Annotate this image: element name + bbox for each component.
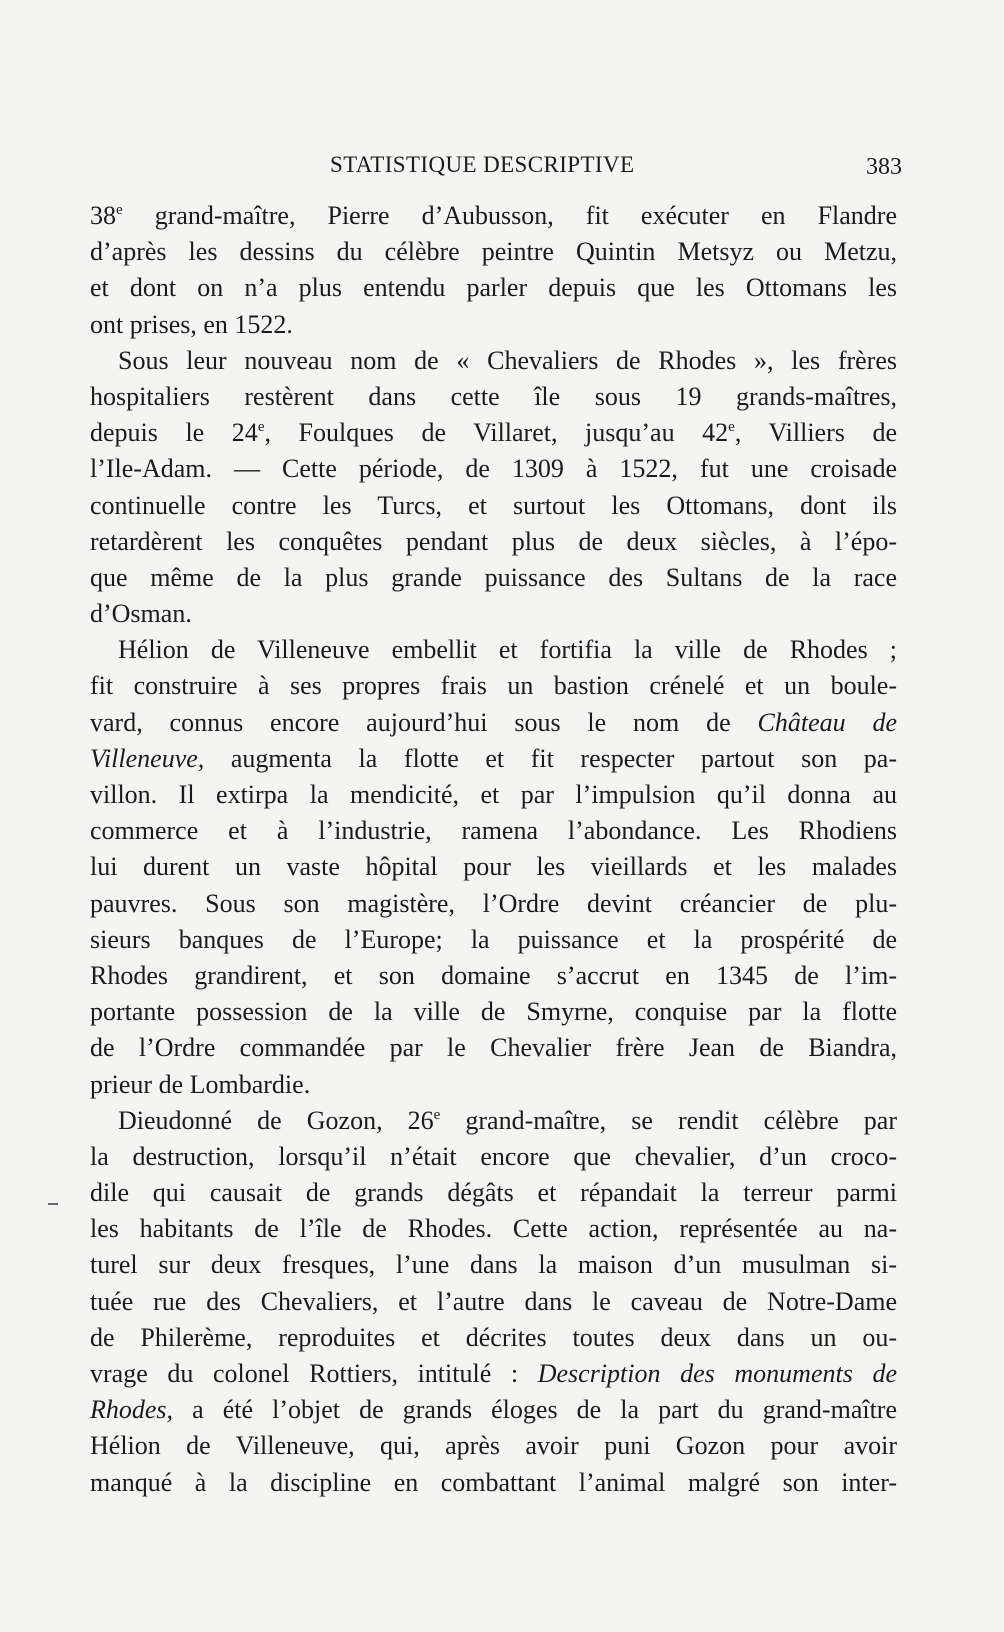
text-line: de l’Ordre commandée par le Chevalier frère Jean de Biandra, bbox=[90, 1033, 897, 1063]
page-number: 383 bbox=[866, 154, 902, 180]
text-line: retardèrent les conquêtes pendant plus de deux siècles, à l’épo- bbox=[90, 526, 897, 556]
text-line: Hélion de Villeneuve, qui, après avoir puni Gozon pour avoir bbox=[90, 1431, 897, 1461]
text-line: portante possession de la ville de Smyrne, conquise par la flotte bbox=[90, 997, 897, 1027]
text-line: les habitants de l’île de Rhodes. Cette action, représentée au na- bbox=[90, 1214, 897, 1244]
text-line: et dont on n’a plus entendu parler depuis que les Ottomans les bbox=[90, 273, 897, 303]
margin-mark bbox=[48, 1203, 58, 1205]
text-line: dile qui causait de grands dégâts et répandait la terreur parmi bbox=[90, 1178, 897, 1208]
text-line: sieurs banques de l’Europe; la puissance et la prospérité de bbox=[90, 924, 897, 954]
text-line: 38e grand-maître, Pierre d’Aubusson, fit exécuter en Flandre bbox=[90, 201, 897, 230]
text-line: de Philerème, reproduites et décrites toutes deux dans un ou- bbox=[90, 1322, 897, 1352]
text-line: Rhodes grandirent, et son domaine s’accrut en 1345 de l’im- bbox=[90, 960, 897, 990]
text-line: continuelle contre les Turcs, et surtout les Ottomans, dont ils bbox=[90, 490, 897, 520]
text-line: villon. Il extirpa la mendicité, et par l’impulsion qu’il donna au bbox=[90, 780, 897, 809]
text-line: Dieudonné de Gozon, 26e grand-maître, se rendit célèbre par bbox=[118, 1105, 897, 1135]
text-line: vrage du colonel Rottiers, intitulé : Description des monuments de bbox=[90, 1359, 897, 1388]
text-line: pauvres. Sous son magistère, l’Ordre devint créancier de plu- bbox=[90, 888, 897, 918]
body-text bbox=[90, 198, 897, 1501]
text-line: fit construire à ses propres frais un bastion crénelé et un boule- bbox=[90, 671, 897, 701]
text-line: commerce et à l’industrie, ramena l’abondance. Les Rhodiens bbox=[90, 816, 897, 846]
text-line: prieur de Lombardie. bbox=[90, 1069, 311, 1099]
text-line: vard, connus encore aujourd’hui sous le nom de Château de bbox=[90, 707, 897, 737]
text-line: turel sur deux fresques, l’une dans la maison d’un musulman si- bbox=[90, 1250, 897, 1280]
text-line: d’après les dessins du célèbre peintre Quintin Metsyz ou Metzu, bbox=[90, 237, 897, 267]
text-line: d’Osman. bbox=[90, 599, 192, 629]
text-line: hospitaliers restèrent dans cette île sous 19 grands-maîtres, bbox=[90, 381, 897, 411]
text-line: lui durent un vaste hôpital pour les vieillards et les malades bbox=[90, 852, 897, 882]
text-line: tuée rue des Chevaliers, et l’autre dans le caveau de Notre-Dame bbox=[90, 1286, 897, 1316]
text-line: Hélion de Villeneuve embellit et fortifia la ville de Rhodes ; bbox=[118, 635, 897, 665]
text-line: l’Ile-Adam. — Cette période, de 1309 à 1522, fut une croisade bbox=[90, 454, 897, 484]
running-title: STATISTIQUE DESCRIPTIVE bbox=[330, 152, 635, 177]
running-head bbox=[90, 152, 902, 182]
text-line: que même de la plus grande puissance des Sultans de la race bbox=[90, 562, 897, 592]
text-line: la destruction, lorsqu’il n’était encore que chevalier, d’un croco- bbox=[90, 1141, 897, 1171]
text-line: manqué à la discipline en combattant l’animal malgré son inter- bbox=[90, 1467, 897, 1497]
text-line: depuis le 24e, Foulques de Villaret, jusqu’au 42e, Villiers de bbox=[90, 418, 897, 448]
text-line: Villeneuve, augmenta la flotte et fit respecter partout son pa- bbox=[90, 743, 897, 773]
text-line: ont prises, en 1522. bbox=[90, 309, 293, 339]
text-line: Sous leur nouveau nom de « Chevaliers de Rhodes », les frères bbox=[118, 345, 897, 375]
text-line: Rhodes, a été l’objet de grands éloges de la part du grand-maître bbox=[90, 1395, 897, 1425]
